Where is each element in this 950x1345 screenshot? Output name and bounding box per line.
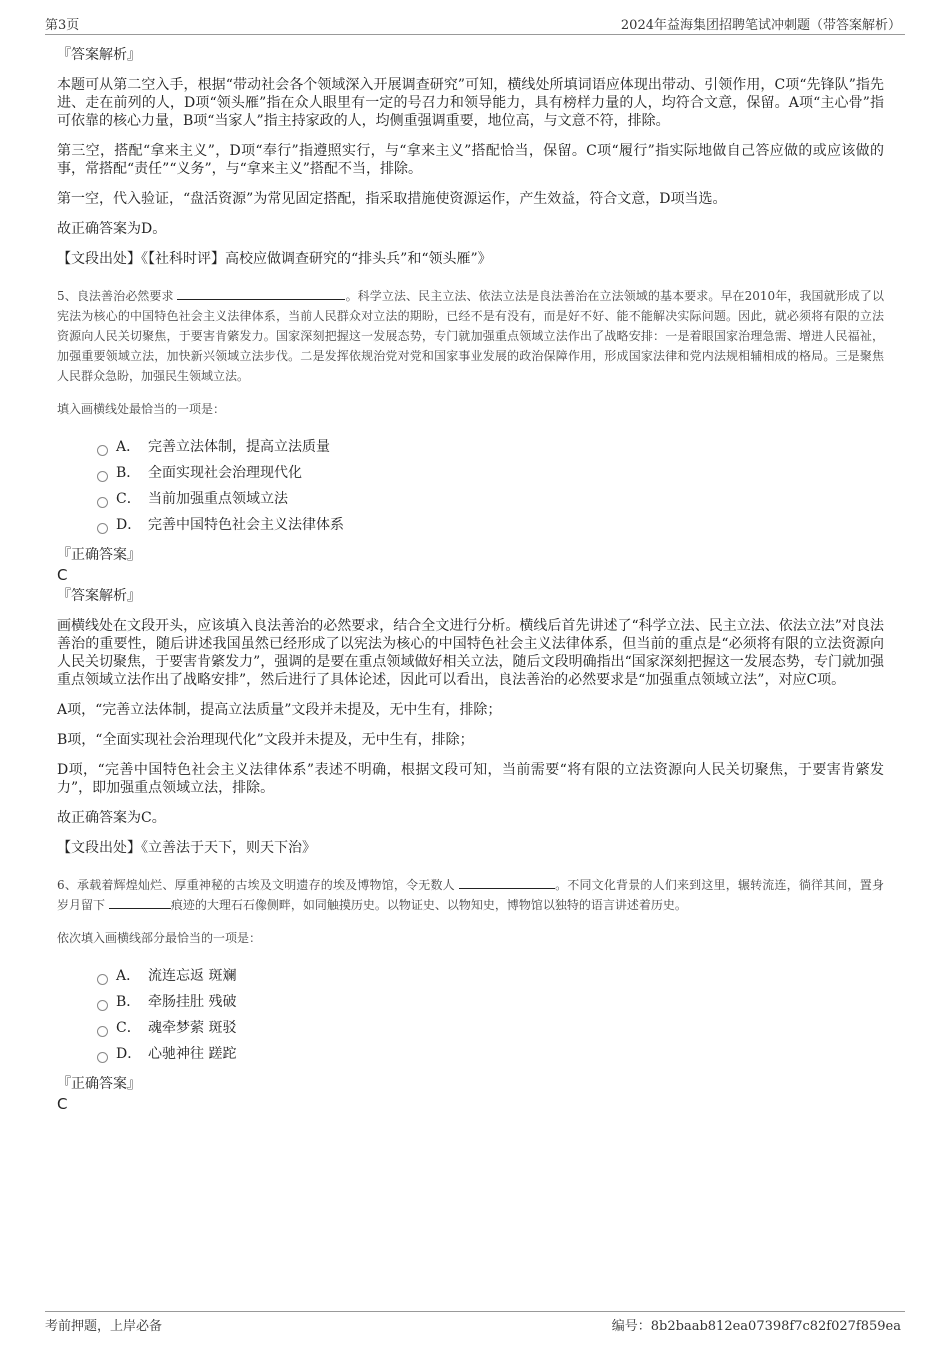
analysis-paragraph: A项，“完善立法体制，提高立法质量”文段并未提及，无中生有，排除； [57, 702, 502, 718]
option-a[interactable]: A． 完善立法体制，提高立法质量 [97, 434, 884, 460]
analysis-paragraph: D项，“完善中国特色社会主义法律体系”表述不明确，根据文段可知，当前需要“将有限的立法资源向人民关切聚焦，于要害肯綮发力”，即加强重点领域立法，排除。 [57, 762, 884, 796]
source-citation: 【文段出处】《立善法于天下，则天下治》 [57, 840, 316, 856]
analysis-paragraph: 故正确答案为D。 [57, 221, 167, 237]
analysis-paragraph: 第一空，代入验证，“盘活资源”为常见固定搭配，指采取措施使资源运作，产生效益，符合文意，D项当选。 [57, 191, 727, 207]
page-footer [45, 1311, 905, 1332]
analysis-paragraph: 故正确答案为C。 [57, 810, 166, 826]
question-5-stem [57, 286, 884, 386]
correct-answer-label: 『正确答案』 [57, 1076, 141, 1092]
analysis-paragraph: 本题可从第二空入手，根据“带动社会各个领域深入开展调查研究”可知，横线处所填词语应体现出带动、引领作用，C项“先锋队”指先进、走在前列的人，D项“领头雁”指在众人眼里有一定的号召力和领导能力，具有榜样力量的人，均符合文意，保留。A项“主心骨”指可依靠的核心力量，B项“当家人”指主持家政的人，均侧重强调重要，地位高，与文意不符，排除。 [57, 77, 884, 129]
source-citation: 【文段出处】《【社科时评】高校应做调查研究的“排头兵”和“领头雁”》 [57, 251, 492, 267]
correct-answer-label: 『正确答案』 [57, 547, 141, 563]
document-id: 编号：8b2baab812ea07398f7c82f027f859ea [611, 1319, 901, 1334]
page-number: 第3页 [45, 18, 80, 33]
analysis-label: 『答案解析』 [57, 588, 141, 604]
option-d[interactable]: D． 心驰神往 蹉跎 [97, 1041, 884, 1067]
radio-icon[interactable] [97, 1052, 108, 1063]
correct-answer: C [57, 1095, 68, 1113]
radio-icon[interactable] [97, 974, 108, 985]
question-6-prompt: 依次填入画横线部分最恰当的一项是： [57, 931, 262, 945]
option-a[interactable]: A． 流连忘返 斑斓 [97, 963, 884, 989]
option-c[interactable]: C． 当前加强重点领域立法 [97, 486, 884, 512]
answer-blank [177, 287, 345, 300]
question-6-stem: 6、承载着辉煌灿烂、厚重神秘的古埃及文明遗存的埃及博物馆，令无数人 。不同文化背景的人们来到这里，辗转流连，徜徉其间，置身岁月留下 痕迹的大理石石像侧畔，如同触摸历史。以物证史、以物知史，博物馆以独特的语言讲述着历史。 [57, 878, 884, 912]
option-c[interactable]: C． 魂牵梦萦 斑驳 [97, 1015, 884, 1041]
option-d[interactable]: D． 完善中国特色社会主义法律体系 [97, 512, 884, 538]
question-5-intro: 5、良法善治必然要求 [57, 289, 174, 303]
correct-answer: C [57, 566, 68, 584]
radio-icon[interactable] [97, 523, 108, 534]
question-6-options [97, 963, 884, 1067]
option-b[interactable]: B． 牵肠挂肚 残破 [97, 989, 884, 1015]
radio-icon[interactable] [97, 471, 108, 482]
question-5-text: 。科学立法、民主立法、依法立法是良法善治在立法领域的基本要求。早在2010年，我国就形成了以宪法为核心的中国特色社会主义法律体系，当前人民群众对立法的期盼，已经不是有没有，而是好不好、能不能解决实际问题。因此，就必须将有限的立法资源向人民关切聚焦，于要害肯綮发力。国家深刻把握这一发展态势，专门就加强重点领域立法作出了战略安排：一是着眼国家治理急需、增进人民福祉，加强重要领域立法，加快新兴领域立法步伐。二是发挥依规治党对党和国家事业发展的政治保障作用，形成国家法律和党内法规相辅相成的格局。三是聚焦人民群众急盼，加强民生领域立法。 [57, 289, 884, 383]
page-header [45, 14, 905, 35]
option-b[interactable]: B． 全面实现社会治理现代化 [97, 460, 884, 486]
question-5-prompt: 填入画横线处最恰当的一项是： [57, 402, 226, 416]
analysis-paragraph: 画横线处在文段开头，应该填入良法善治的必然要求，结合全文进行分析。横线后首先讲述了“科学立法、民主立法、依法立法”对良法善治的重要性，随后讲述我国虽然已经形成了以宪法为核心的中国特色社会主义法律体系，但当前的重点是“必须将有限的立法资源向人民关切聚焦，于要害肯綮发力”，强调的是要在重点领域做好相关立法，随后文段明确指出“国家深刻把握这一发展态势，专门就加强重点领域立法作出了战略安排”，然后进行了具体论述，因此可以看出，良法善治的必然要求是“加强重点领域立法”，对应C项。 [57, 618, 884, 688]
analysis-label: 『答案解析』 [57, 47, 141, 63]
document-title: 2024年益海集团招聘笔试冲刺题（带答案解析） [620, 18, 901, 33]
radio-icon[interactable] [97, 1000, 108, 1011]
answer-blank [459, 876, 555, 889]
answer-blank [109, 896, 171, 909]
page-content [57, 46, 884, 1116]
analysis-paragraph: 第三空，搭配“拿来主义”，D项“奉行”指遵照实行，与“拿来主义”搭配恰当，保留。C项“履行”指实际地做自己答应做的或应该做的事，常搭配“责任”“义务”，与“拿来主义”搭配不当，排除。 [57, 143, 884, 177]
question-5-options [97, 434, 884, 538]
footer-slogan: 考前押题，上岸必备 [45, 1319, 163, 1334]
analysis-paragraph: B项，“全面实现社会治理现代化”文段并未提及，无中生有，排除； [57, 732, 474, 748]
radio-icon[interactable] [97, 1026, 108, 1037]
radio-icon[interactable] [97, 497, 108, 508]
radio-icon[interactable] [97, 445, 108, 456]
